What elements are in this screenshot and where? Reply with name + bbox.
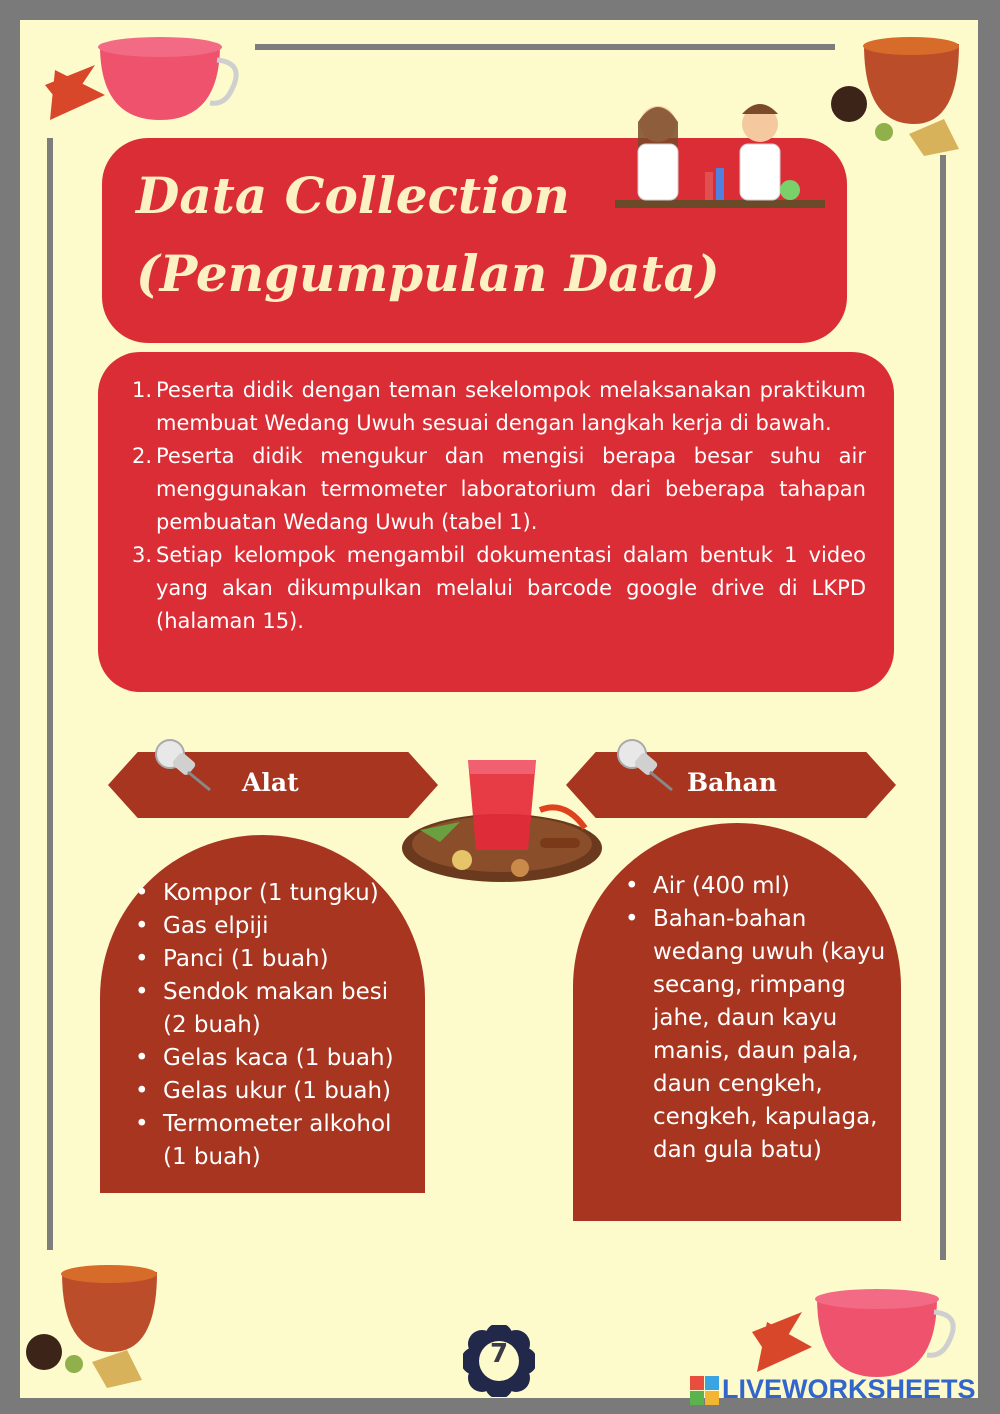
instruction-item: Peserta didik dengan teman sekelompok melaksanakan praktikum membuat Wedang Uwuh sesuai dengan langkah kerja di bawah. (156, 378, 866, 435)
scientists-illustration (610, 92, 832, 214)
instructions-box (98, 352, 894, 692)
tea-cup-bottom-left-illustration (22, 1252, 172, 1392)
page-number-badge (463, 1325, 535, 1397)
right-frame-line (940, 155, 946, 1260)
instructions-list (98, 352, 894, 638)
page-number: 7 (489, 1339, 509, 1369)
instruction-item: Peserta didik mengukur dan mengisi berapa besar suhu air menggunakan termometer laboratorium dari beberapa tahapan pembuatan Wedang Uwuh (tabel 1). (156, 444, 866, 534)
list-item: • Sendok makan besi (2 buah) (163, 976, 415, 1042)
page-subtitle: (Pengumpulan Data) (136, 244, 720, 303)
list-item: • Bahan-bahan wedang uwuh (kayu secang, rimpang jahe, daun kayu manis, daun pala, daun cengkeh, cengkeh, kapulaga, dan gula batu) (653, 903, 887, 1167)
worksheet-page (20, 20, 978, 1398)
page-title: Data Collection (136, 166, 570, 225)
list-item: • Air (400 ml) (653, 870, 887, 903)
bahan-label: Bahan (687, 768, 777, 797)
alat-list (100, 835, 425, 1174)
alat-label: Alat (242, 768, 299, 797)
list-item: • Gelas kaca (1 buah) (163, 1042, 415, 1075)
left-frame-line (47, 138, 53, 1250)
bahan-list (573, 823, 901, 1167)
tea-cup-top-right-illustration (829, 24, 974, 164)
liveworksheets-logo (690, 1372, 990, 1408)
alat-card (100, 835, 425, 1193)
pushpin-icon (610, 736, 680, 796)
list-item: • Kompor (1 tungku) (163, 877, 415, 910)
bahan-card (573, 823, 901, 1221)
instruction-item: Setiap kelompok mengambil dokumentasi dalam bentuk 1 video yang akan dikumpulkan melalui barcode google drive di LKPD (halaman 15). (156, 543, 866, 633)
list-item: • Panci (1 buah) (163, 943, 415, 976)
list-item: • Gelas ukur (1 buah) (163, 1075, 415, 1108)
liveworksheets-logo-icon (690, 1376, 720, 1406)
pushpin-icon (148, 736, 218, 796)
list-item: • Gas elpiji (163, 910, 415, 943)
list-item: • Termometer alkohol (1 buah) (163, 1108, 415, 1174)
tea-cup-top-left-illustration (25, 25, 240, 135)
watermark-text: LIVEWORKSHEETS (722, 1374, 976, 1404)
top-divider (255, 44, 835, 50)
